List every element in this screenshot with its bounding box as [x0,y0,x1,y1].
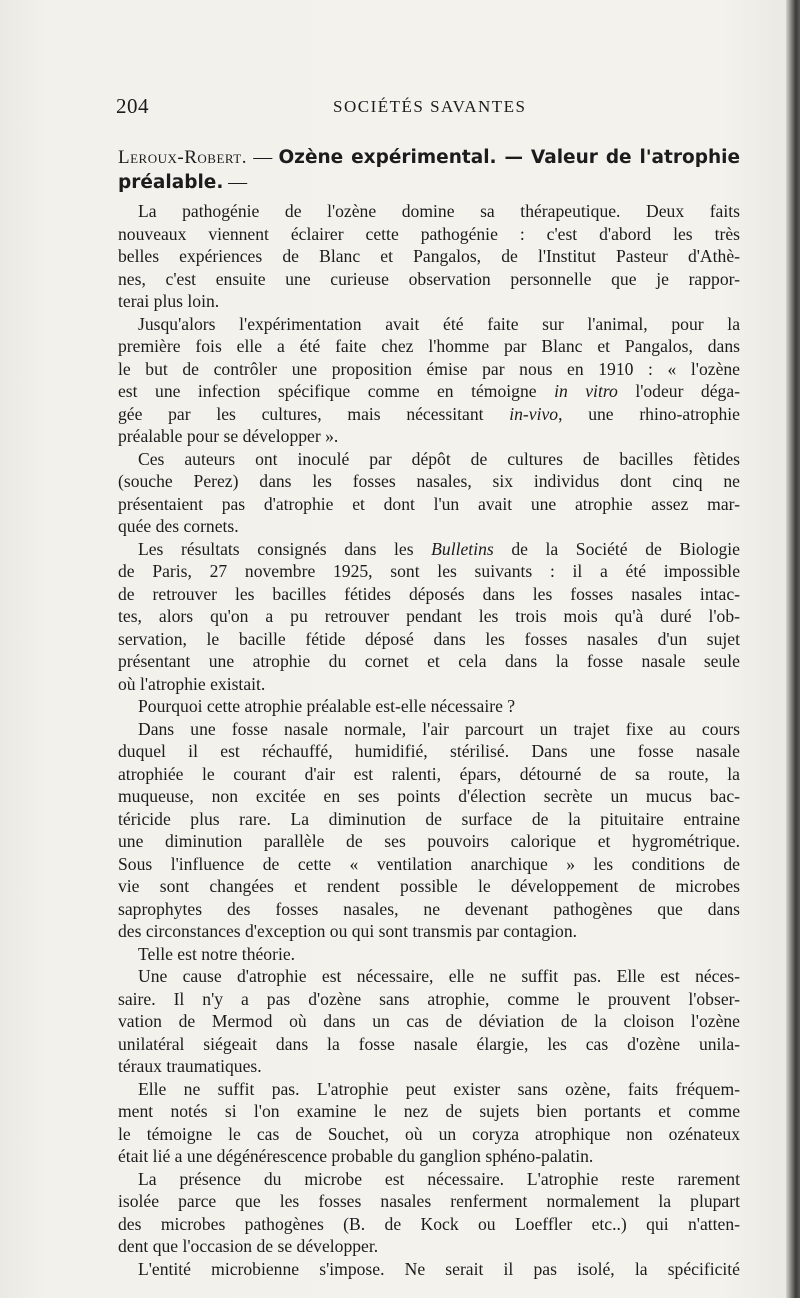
text-line: isolée parce que les fosses nasales renferment normalement la plupart [118,1191,740,1211]
text-line: servation, le bacille fétide déposé dans les fosses nasales d'un sujet [118,628,740,649]
text-line: était lié a une dégénérescence probable du ganglion sphéno-palatin. [118,1146,594,1166]
text-line: de retrouver les bacilles fétides déposés dans les fosses nasales intac- [118,583,740,604]
text-line: La présence du microbe est nécessaire. L'atrophie reste rarement [138,1168,740,1189]
text-segment: gée par les cultures, mais nécessitant [118,403,484,424]
text-line: Telle est notre théorie. [138,943,296,964]
article-body [118,200,740,1280]
text-line: téricide plus rare. La diminution de surface de la pituitaire entraine [118,808,740,829]
text-line: des circonstances d'exception ou qui sont transmis par contagion. [118,921,578,941]
text-line: saire. Il n'y a pas d'ozène sans atrophie, comme le prouvent l'obser- [118,988,740,1009]
text-line: Elle ne suffit pas. L'atrophie peut exister sans ozène, faits fréquem- [138,1078,740,1099]
text-line: saprophytes des fosses nasales, ne devenant pathogènes que dans [118,898,740,919]
text-line: vation de Mermod où dans un cas de déviation de la cloison l'ozène [118,1011,740,1031]
italic-term: in-vivo [509,403,559,424]
text-line: nouveaux viennent éclairer cette pathogénie : c'est d'abord les très [118,223,740,244]
text-line: La pathogénie de l'ozène domine sa thérapeutique. Deux faits [138,201,740,221]
text-line: tes, alors qu'on a pu retrouver pendant les trois mois qu'à duré l'ob- [118,606,740,626]
text-line: Pourquoi cette atrophie préalable est-elle nécessaire ? [138,696,516,716]
text-line: quée des cornets. [118,516,239,536]
text-segment: est une infection spécifique comme en témoigne [118,381,537,401]
text-line: vie sont changées et rendent possible le développement de microbes [118,876,740,896]
text-line: belles expériences de Blanc et Pangalos, de l'Institut Pasteur d'Athè- [118,246,740,266]
text-line: présentaient pas d'atrophie et dont l'un avait une atrophie assez mar- [118,493,740,514]
text-line: Sous l'influence de cette « ventilation anarchique » les conditions de [118,853,740,874]
text-line: L'entité microbienne s'impose. Ne serait il pas isolé, la spécificité [138,1258,740,1279]
page-number: 204 [116,94,149,118]
running-head: SOCIÉTÉS SAVANTES [333,97,527,116]
text-line: atrophiée le courant d'air est ralenti, épars, détourné de sa route, la [118,763,740,784]
heading-dash: — [246,147,279,168]
text-segment: de la Société de Biologie [511,538,740,559]
text-line: (souche Perez) dans les fosses nasales, six individus dont cinq ne [118,471,740,491]
text-line [118,403,740,426]
text-segment: , une rhino-atrophie [558,403,740,424]
text-line: Jusqu'alors l'expérimentation avait été faite sur l'animal, pour la [138,313,740,334]
text-line: première fois elle a été faite chez l'homme par Blanc et Pangalos, dans [118,336,740,356]
text-line: Dans une fosse nasale normale, l'air parcourt un trajet fixe au cours [138,718,740,739]
page-header [116,94,736,120]
text-segment: Les résultats consignés dans les [138,538,414,559]
page-edge-shadow [786,0,800,1298]
text-line: Une cause d'atrophie est nécessaire, elle ne suffit pas. Elle est néces- [138,966,740,986]
text-line: unilatéral siégeait dans la fosse nasale élargie, les cas d'ozène unila- [118,1033,740,1054]
text-line: nes, c'est ensuite une curieuse observation personnelle que je rappor- [118,268,740,289]
italic-term: Bulletins [431,538,494,559]
text-line: dent que l'occasion de se développer. [118,1236,379,1256]
text-line: une diminution parallèle de ses pouvoirs calorique et hygrométrique. [118,831,740,851]
text-line: téraux traumatiques. [118,1056,262,1076]
text-line: le témoigne le cas de Souchet, où un coryza atrophique non ozénateux [118,1123,740,1144]
text-segment: l'odeur déga- [635,381,740,401]
text-line: des microbes pathogènes (B. de Kock ou Loeffler etc..) qui n'atten- [118,1213,740,1234]
author-name: Leroux-Robert. [118,147,247,168]
text-line [118,538,740,561]
text-line: où l'atrophie existait. [118,673,266,694]
heading-dash-end: — [223,172,248,193]
article-heading [118,145,740,195]
text-line: de Paris, 27 novembre 1925, sont les suivants : il a été impossible [118,561,740,581]
text-line: muqueuse, non excitée en ses points d'élection secrète un mucus bac- [118,786,740,806]
text-line: préalable pour se développer ». [118,426,339,446]
text-line: ment notés si l'on examine le nez de sujets bien portants et comme [118,1101,740,1121]
text-line: terai plus loin. [118,291,220,311]
text-line: présentant une atrophie du cornet et cela dans la fosse nasale seule [118,651,740,671]
text-line: duquel il est réchauffé, humidifié, stérilisé. Dans une fosse nasale [118,741,740,761]
text-line: le but de contrôler une proposition émise par nous en 1910 : « l'ozène [118,358,740,379]
text-line [118,380,740,403]
text-line: Ces auteurs ont inoculé par dépôt de cultures de bacilles fètides [138,448,740,469]
italic-term: in vitro [554,381,618,401]
article-title: Ozène expérimental. — Valeur de l'atrophie préalable. [118,147,741,193]
